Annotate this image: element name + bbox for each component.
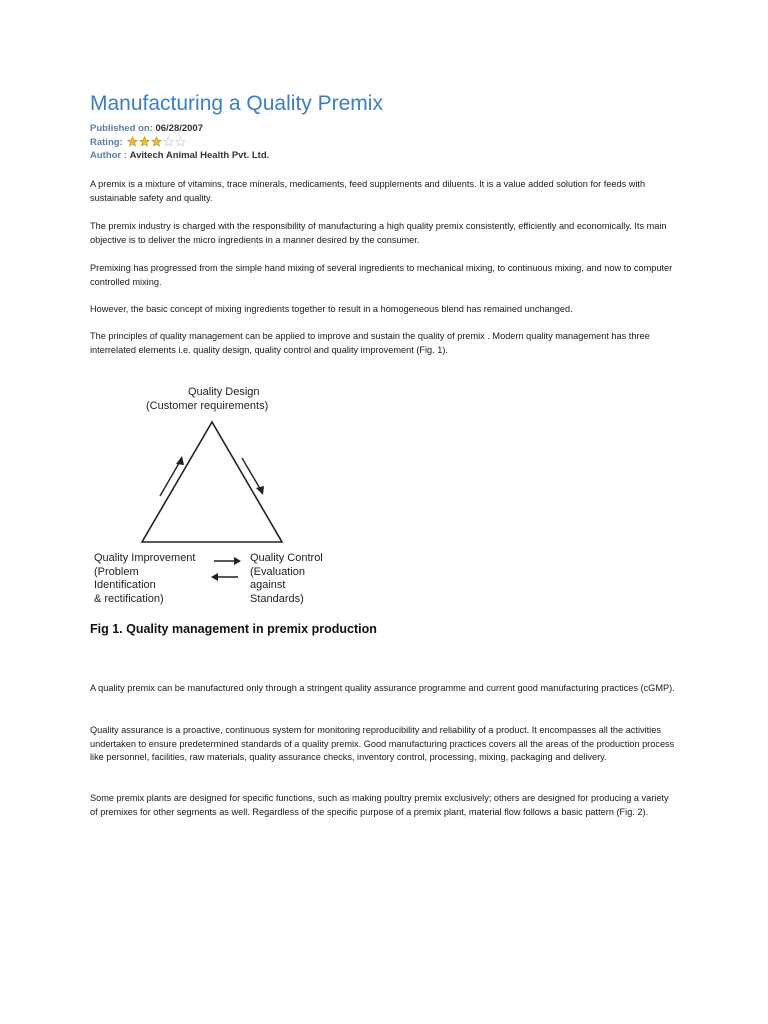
star-filled-icon[interactable]	[139, 136, 150, 147]
star-empty-icon[interactable]	[163, 136, 174, 147]
rating-line	[90, 136, 680, 150]
paragraph-7: Quality assurance is a proactive, continuous system for monitoring reproducibility and reliability of a product. It encompasses all the activities undertaken to ensure predetermined standards of a quality premix. Good manufacturing practices covers all the areas of the production process like personnel, facilities, raw materials, quality assurance checks, inventory control, processing, mixing, packaging and delivery.	[90, 725, 675, 763]
rating-label: Rating:	[90, 136, 123, 148]
published-date: 06/28/2007	[155, 123, 203, 134]
article-header	[90, 92, 680, 163]
published-label: Published on:	[90, 123, 153, 134]
quality-control-line3: against	[250, 579, 286, 591]
author-line	[90, 149, 680, 163]
paragraph-8: Some premix plants are designed for specific functions, such as making poultry premix exclusively; others are designed for producing a variety of premixes for other segments as well. Regardless of the specific purpose of a premix plant, material flow follows a basic pattern (Fig. 2).	[90, 793, 669, 817]
quality-improvement-line2: (Problem	[94, 565, 139, 578]
author-name: Avitech Animal Health Pvt. Ltd.	[129, 150, 270, 161]
arrow-down-right-head	[256, 486, 264, 495]
arrow-down-right	[242, 458, 262, 492]
arrow-up-left-head	[176, 456, 184, 465]
quality-control-label	[250, 552, 350, 606]
author-label: Author :	[90, 150, 127, 161]
star-empty-icon[interactable]	[175, 136, 186, 147]
paragraph-5: The principles of quality management can be applied to improve and sustain the quality of premix . Modern quality management has three interrelated elements i.e. quality design, quality control and quality improvement (Fig. 1).	[90, 331, 650, 355]
star-filled-icon[interactable]	[127, 136, 138, 147]
paragraph-6: A quality premix can be manufactured only through a stringent quality assurance programme and current good manufacturing practices (cGMP).	[90, 683, 675, 693]
rating-stars[interactable]	[127, 136, 187, 147]
figure-caption: Fig 1. Quality management in premix production	[90, 622, 377, 636]
quality-management-figure	[90, 380, 350, 610]
published-line	[90, 122, 680, 136]
quality-control-line4: Standards)	[250, 592, 304, 605]
quality-design-title: Quality Design	[188, 386, 260, 398]
page-title: Manufacturing a Quality Premix	[90, 92, 383, 115]
quality-improvement-label	[94, 552, 214, 606]
arrow-right-head	[234, 557, 241, 565]
paragraph-3: Premixing has progressed from the simple hand mixing of several ingredients to mechanical mixing, to continuous mixing, and now to computer controlled mixing.	[90, 263, 673, 287]
quality-improvement-line3: Identification	[94, 579, 156, 591]
paragraph-1: A premix is a mixture of vitamins, trace minerals, medicaments, feed supplements and diluents. It is a value added solution for feeds with sustainable safety and quality.	[90, 179, 646, 203]
quality-control-title: Quality Control	[250, 552, 323, 564]
triangle-shape	[142, 422, 282, 542]
quality-control-line2: (Evaluation	[250, 565, 306, 578]
paragraph-2: The premix industry is charged with the responsibility of manufacturing a high quality premix consistently, efficiently and economically. Its main objective is to deliver the micro ingredients in a manner desired by the consumer.	[90, 221, 667, 245]
quality-design-subtitle: (Customer requirements)	[146, 399, 269, 412]
quality-improvement-line4: & rectification)	[94, 592, 164, 605]
star-filled-icon[interactable]	[151, 136, 162, 147]
quality-design-label	[146, 386, 296, 413]
paragraph-4: However, the basic concept of mixing ingredients together to result in a homogeneous blend has remained unchanged.	[90, 304, 573, 314]
quality-improvement-title: Quality Improvement	[94, 552, 196, 564]
